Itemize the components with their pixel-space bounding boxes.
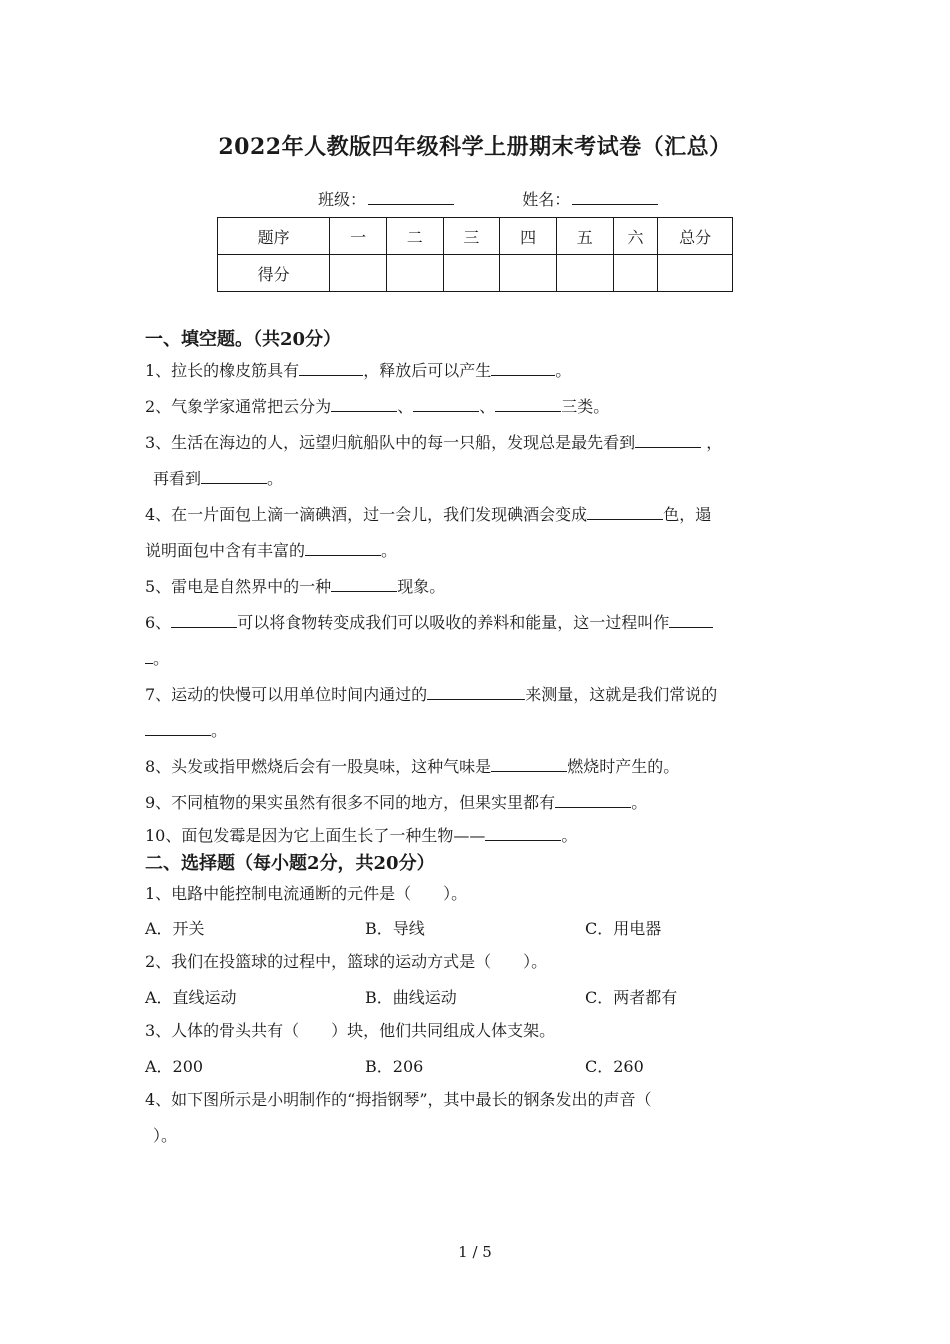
- option-c[interactable]: C．260: [585, 1057, 644, 1076]
- option-a[interactable]: A．200: [145, 1057, 204, 1076]
- score-cell[interactable]: [556, 255, 613, 292]
- q2-text-a: 2、气象学家通常把云分为: [145, 397, 332, 416]
- q8-text-b: 燃烧时产生的。: [567, 757, 680, 776]
- section2-title: 二、选择题（每小题2分，共20分）: [145, 853, 435, 874]
- answer-blank[interactable]: [201, 470, 267, 484]
- score-header-cell: 三: [443, 218, 500, 255]
- score-header-cell: 五: [556, 218, 613, 255]
- q3-text-d: 。: [267, 469, 284, 488]
- q3-text-a: 3、生活在海边的人，远望归航船队中的每一只船，发现总是最先看到: [145, 433, 636, 452]
- q4-text-b: 色，遢: [663, 505, 712, 524]
- answer-blank[interactable]: [587, 506, 663, 520]
- score-header-cell: 一: [330, 218, 387, 255]
- q2-text-c: 、: [479, 397, 496, 416]
- q5-text-b: 现象。: [397, 577, 446, 596]
- score-row-label: 得分: [218, 255, 330, 292]
- class-blank[interactable]: [368, 190, 454, 205]
- score-cell[interactable]: [443, 255, 500, 292]
- fill-question-5: [145, 569, 815, 605]
- option-a[interactable]: A．开关: [145, 919, 205, 938]
- fill-question-10: [145, 821, 815, 851]
- exam-content: [145, 327, 815, 1154]
- q1-text-b: ，释放后可以产生: [363, 361, 492, 380]
- q3-text-c: 再看到: [153, 469, 202, 488]
- fill-question-6-cont: [145, 641, 815, 677]
- q3-text-b: ，: [701, 433, 723, 452]
- choice-options-2: [145, 980, 815, 1013]
- fill-question-4-cont: [145, 533, 815, 569]
- q1-text-c: 。: [555, 361, 572, 380]
- name-label: 姓名：: [522, 190, 571, 209]
- fill-question-3-cont: [145, 461, 815, 497]
- name-blank[interactable]: [572, 190, 658, 205]
- q2-text-b: 、: [397, 397, 414, 416]
- score-cell[interactable]: [330, 255, 387, 292]
- q4-text-c: 说明面包中含有丰富的: [145, 541, 306, 560]
- q6-text-a: 6、: [145, 613, 172, 632]
- score-cell[interactable]: [613, 255, 658, 292]
- q2-text-d: 三类。: [561, 397, 610, 416]
- answer-blank[interactable]: [413, 398, 479, 412]
- fill-question-6: [145, 605, 815, 641]
- fill-question-7: [145, 677, 815, 713]
- page-title: 2022年人教版四年级科学上册期末考试卷（汇总）: [218, 134, 732, 160]
- answer-blank[interactable]: [145, 650, 153, 664]
- option-a[interactable]: A．直线运动: [145, 988, 237, 1007]
- answer-blank[interactable]: [555, 794, 631, 808]
- answer-blank[interactable]: [305, 542, 381, 556]
- answer-blank[interactable]: [331, 578, 397, 592]
- q10-text-b: 。: [561, 826, 578, 845]
- answer-blank[interactable]: [331, 398, 397, 412]
- answer-blank[interactable]: [171, 614, 237, 628]
- q7-text-b: 来测量，这就是我们常说的: [525, 685, 718, 704]
- answer-blank[interactable]: [491, 362, 555, 376]
- fill-question-1: [145, 353, 815, 389]
- answer-blank[interactable]: [491, 758, 567, 772]
- q4-text-a: 4、在一片面包上滴一滴碘酒，过一会儿，我们发现碘酒会变成: [145, 505, 588, 524]
- option-b[interactable]: B．曲线运动: [365, 988, 457, 1007]
- q9-text-b: 。: [631, 793, 648, 812]
- score-row: [218, 255, 733, 292]
- fill-question-3: [145, 425, 815, 461]
- choice-options-3: [145, 1049, 815, 1082]
- page-number: 1 / 5: [458, 1243, 492, 1261]
- q1-text-a: 1、拉长的橡皮筋具有: [145, 361, 300, 380]
- score-table: [217, 217, 733, 292]
- fill-question-7-cont: [145, 713, 815, 749]
- q5-text-a: 5、雷电是自然界中的一种: [145, 577, 332, 596]
- answer-blank[interactable]: [635, 434, 701, 448]
- option-c[interactable]: C．两者都有: [585, 988, 678, 1007]
- section1-title: 一、填空题。（共20分）: [145, 329, 342, 350]
- fill-question-2: [145, 389, 815, 425]
- q4-text-d: 。: [381, 541, 398, 560]
- q10-text-a: 10、面包发霉是因为它上面生长了一种生物——: [145, 826, 486, 845]
- choice-question-4-cont: ）。: [153, 1126, 178, 1145]
- fill-question-9: [145, 785, 815, 821]
- score-header-cell: 总分: [658, 218, 733, 255]
- q7-text-c: 。: [211, 721, 228, 740]
- answer-blank[interactable]: [427, 686, 525, 700]
- choice-question-3: 3、人体的骨头共有（ ）块，他们共同组成人体支架。: [145, 1021, 556, 1040]
- score-header-row: [218, 218, 733, 255]
- q6-text-c: 。: [153, 649, 170, 668]
- score-header-cell: 四: [500, 218, 557, 255]
- student-info: [318, 187, 658, 210]
- score-cell[interactable]: [386, 255, 443, 292]
- q6-text-b: 可以将食物转变成我们可以吸收的养料和能量，这一过程叫作: [237, 613, 670, 632]
- choice-question-4: 4、如下图所示是小明制作的“拇指钢琴”，其中最长的钢条发出的声音（: [145, 1090, 652, 1109]
- choice-question-2: 2、我们在投篮球的过程中，篮球的运动方式是（ ）。: [145, 952, 548, 971]
- q8-text-a: 8、头发或指甲燃烧后会有一股臭味，这种气味是: [145, 757, 492, 776]
- answer-blank[interactable]: [485, 827, 561, 841]
- score-cell[interactable]: [500, 255, 557, 292]
- choice-question-1: 1、电路中能控制电流通断的元件是（ ）。: [145, 884, 468, 903]
- option-b[interactable]: B．206: [365, 1057, 424, 1076]
- choice-options-1: [145, 911, 815, 944]
- q9-text-a: 9、不同植物的果实虽然有很多不同的地方，但果实里都有: [145, 793, 556, 812]
- score-cell[interactable]: [658, 255, 733, 292]
- fill-question-4: [145, 497, 815, 533]
- score-header-cell: 二: [386, 218, 443, 255]
- fill-question-8: [145, 749, 815, 785]
- answer-blank[interactable]: [669, 614, 713, 628]
- class-label: 班级：: [318, 190, 367, 209]
- option-c[interactable]: C．用电器: [585, 919, 662, 938]
- answer-blank[interactable]: [145, 722, 211, 736]
- q7-text-a: 7、运动的快慢可以用单位时间内通过的: [145, 685, 428, 704]
- answer-blank[interactable]: [299, 362, 363, 376]
- option-b[interactable]: B．导线: [365, 919, 425, 938]
- score-header-cell: 题序: [218, 218, 330, 255]
- score-header-cell: 六: [613, 218, 658, 255]
- answer-blank[interactable]: [495, 398, 561, 412]
